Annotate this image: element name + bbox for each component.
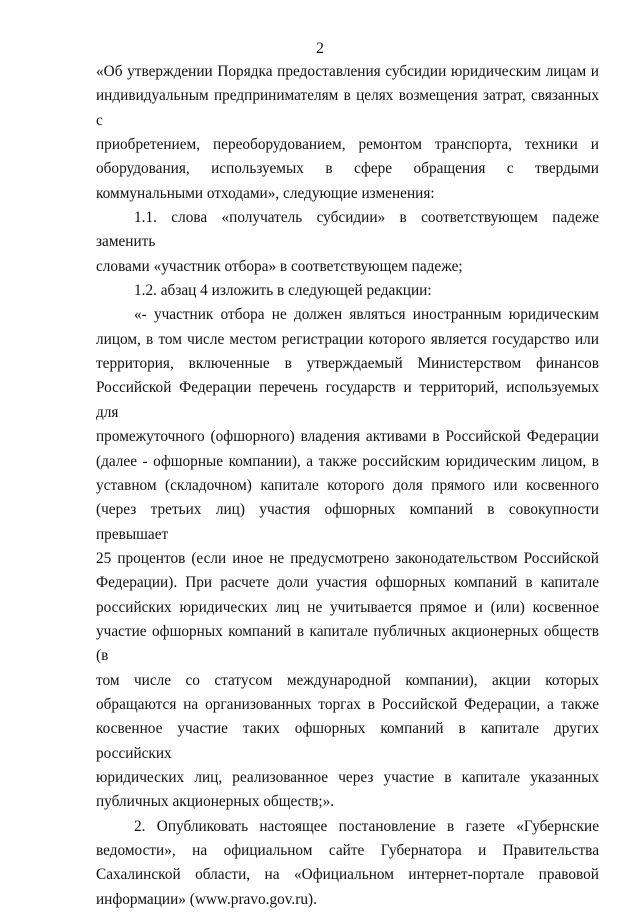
text-line: косвенное участие таких офшорных компаний в капитале других российских <box>96 720 599 762</box>
text-line: (через третьих лиц) участия офшорных компаний в совокупности превышает <box>96 501 599 543</box>
text-line: 1.1. слова «получатель субсидии» в соответствующем падеже заменить <box>96 209 599 251</box>
text-line: лицом, в том числе местом регистрации которого является государство или <box>96 330 599 348</box>
text-line: публичных акционерных обществ;». <box>96 793 335 811</box>
text-line: юридических лиц, реализованное через участие в капитале указанных <box>96 768 599 786</box>
document-body <box>96 60 599 912</box>
text-line: коммунальными отходами», следующие изменения: <box>96 184 435 202</box>
text-line: приобретением, переоборудованием, ремонтом транспорта, техники и <box>96 136 599 154</box>
text-line: Российской Федерации перечень государств и территорий, используемых для <box>96 379 599 421</box>
paragraph-quoted-wording <box>96 303 599 814</box>
page-number: 2 <box>316 40 324 57</box>
text-line: обращаются на организованных торгах в Российской Федерации, а также <box>96 695 599 713</box>
text-line: 2. Опубликовать настоящее постановление в газете «Губернские <box>134 817 599 835</box>
text-line: промежуточного (офшорного) владения активами в Российской Федерации <box>96 428 599 446</box>
text-line: Сахалинской области, на «Официальном интернет-портале правовой <box>96 866 599 884</box>
text-line: ведомости», на официальном сайте Губернатора и Правительства <box>96 842 599 859</box>
text-line: 25 процентов (если иное не предусмотрено законодательством Российской <box>96 549 599 567</box>
paragraph-item-1-2 <box>96 279 599 303</box>
paragraph-item-1-1 <box>96 206 599 279</box>
text-line: «Об утверждении Порядка предоставления субсидии юридическим лицам и <box>96 63 599 80</box>
text-line: индивидуальным предпринимателям в целях возмещения затрат, связанных с <box>96 87 599 129</box>
paragraph-continuation <box>96 60 599 206</box>
text-line: участие офшорных компаний в капитале публичных акционерных обществ (в <box>96 622 599 665</box>
text-line: территория, включенные в утверждаемый Министерством финансов <box>96 355 599 373</box>
paragraph-item-2 <box>96 815 599 912</box>
text-line: том числе со статусом международной компании), акции которых <box>96 671 599 689</box>
text-line: информации» (www.pravo.gov.ru). <box>96 890 317 908</box>
text-line: словами «участник отбора» в соответствующем падеже; <box>96 257 463 275</box>
text-line: уставном (складочном) капитале которого доля прямого или косвенного <box>96 476 599 494</box>
text-line: (далее - офшорные компании), а также российским юридическим лицом, в <box>96 452 599 470</box>
text-line: «- участник отбора не должен являться иностранным юридическим <box>134 306 599 324</box>
text-line: Федерации). При расчете доли участия офшорных компаний в капитале <box>96 574 599 592</box>
text-line: 1.2. абзац 4 изложить в следующей редакции: <box>134 282 432 300</box>
text-line: оборудования, используемых в сфере обращения с твердыми <box>96 160 599 178</box>
text-line: российских юридических лиц не учитывается прямое и (или) косвенное <box>96 598 599 616</box>
